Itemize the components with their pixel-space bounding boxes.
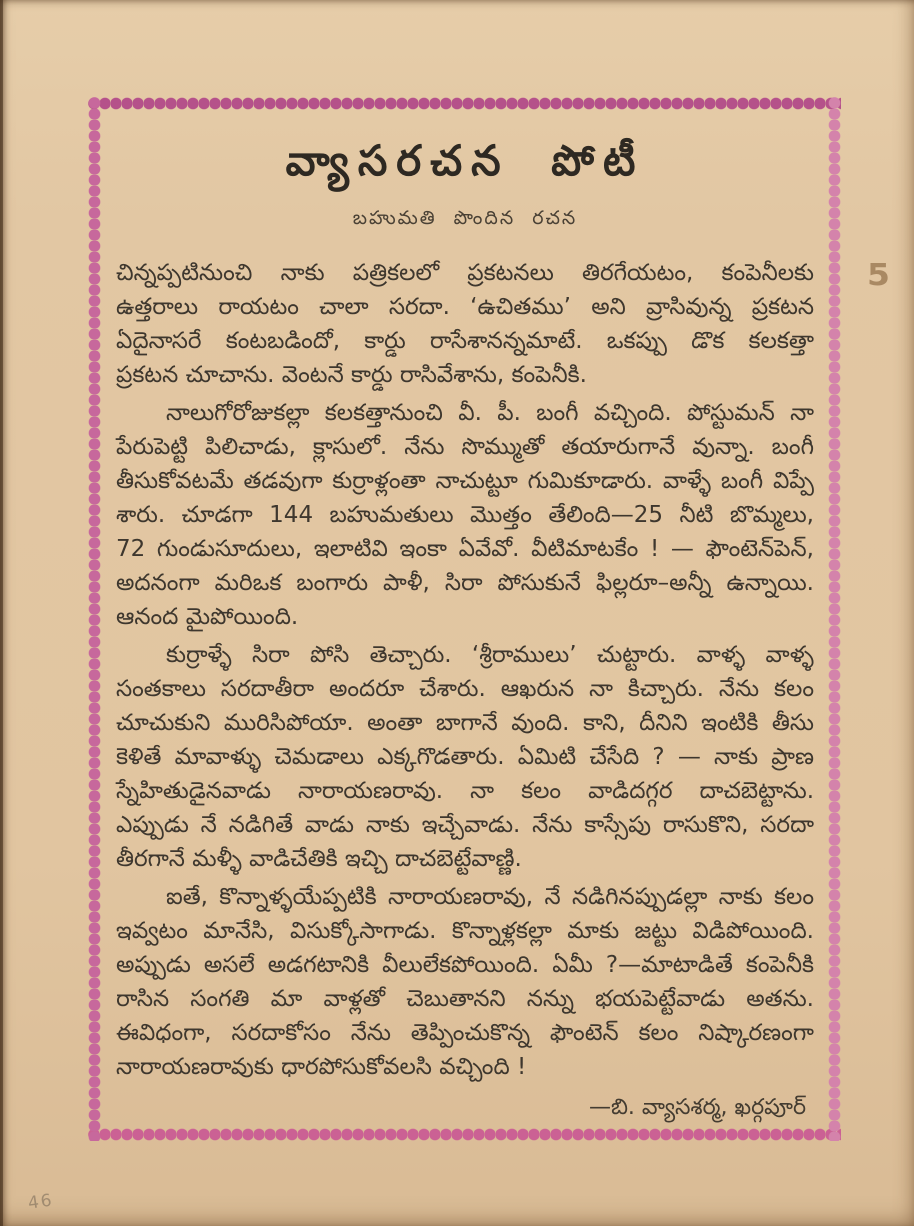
text-line: నారాయణరావుకు ధారపోసుకోవలసి వచ్చింది ! bbox=[116, 1054, 527, 1080]
story-text bbox=[116, 256, 814, 1084]
text-line: స్నేహితుడైనవాడు నారాయణరావు. నా కలం వాడిదగ్గర దాచబెట్టాను. bbox=[116, 778, 814, 804]
text-line: 72 గుండుసూదులు, ఇలాటివి ఇంకా ఏవేవో. వీటిమాటకేం ! — ఫౌంటెన్‌పెన్, bbox=[116, 536, 814, 562]
pencil-mark: 46 bbox=[26, 1190, 55, 1214]
text-line: సంతకాలు సరదాతీరా అందరూ చేశారు. ఆఖరున నా కిచ్చారు. నేను కలం bbox=[116, 676, 814, 702]
page-subtitle: బహుమతి పొందిన రచన bbox=[352, 207, 578, 229]
text-line: పేరుపెట్టి పిలిచాడు, క్లాసులో. నేను సొమ్ముతో తయారుగానే వున్నా. బంగీ bbox=[116, 434, 814, 460]
page-title: వ్యాసరచన పోటీ bbox=[285, 136, 645, 185]
author-signature: —బి. వ్యాసశర్మ, ఖర్గపూర్ bbox=[588, 1095, 806, 1120]
text-line: ఆనంద మైపోయింది. bbox=[116, 604, 299, 630]
text-line: ప్రకటన చూచాను. వెంటనే కార్డు రాసివేశాను, కంపెనీకి. bbox=[116, 362, 587, 388]
story-paragraph bbox=[116, 396, 814, 634]
text-line: కెళితే మావాళ్ళు చెమడాలు ఎక్కగొడతారు. ఏమిటి చేసేది ? — నాకు ప్రాణ bbox=[116, 744, 814, 770]
page-left-edge-shadow bbox=[0, 0, 3, 1226]
text-line: ఈవిధంగా, సరదాకోసం నేను తెప్పించుకొన్న ఫౌంటెన్ కలం నిష్కారణంగా bbox=[116, 1020, 814, 1046]
text-line: తీరగానే మళ్ళీ వాడిచేతికి ఇచ్చి దాచబెట్టేవాణ్ణి. bbox=[116, 846, 522, 872]
text-line: చూచుకుని మురిసిపోయా. అంతా బాగానే వుంది. కాని, దీనిని ఇంటికి తీసు bbox=[116, 710, 814, 736]
text-line: కుర్రాళ్ళే సిరా పోసి తెచ్చారు. ‘శ్రీరాములు’ చుట్టారు. వాళ్ళ వాళ్ళ bbox=[166, 642, 814, 668]
margin-page-number: 5 bbox=[866, 258, 890, 293]
text-line: ఇవ్వటం మానేసి, విసుక్కోసాగాడు. కొన్నాళ్లకల్లా మాకు జట్టు విడిపోయింది. bbox=[116, 918, 814, 944]
frame-border-left bbox=[88, 97, 101, 1141]
story-paragraph bbox=[116, 256, 814, 392]
frame-border-bottom bbox=[88, 1128, 841, 1141]
text-line: చిన్నప్పటినుంచి నాకు పత్రికలలో ప్రకటనలు తిరగేయటం, కంపెనీలకు bbox=[116, 260, 814, 286]
text-line: ఉత్తరాలు రాయటం చాలా సరదా. ‘ఉచితము’ అని వ్రాసివున్న ప్రకటన bbox=[116, 294, 814, 320]
text-line: తీసుకోవటమే తడవుగా కుర్రాళ్లంతా నాచుట్టూ గుమికూడారు. వాళ్ళే బంగీ విప్పే bbox=[116, 468, 814, 494]
text-line: ఐతే, కొన్నాళ్ళయేప్పటికి నారాయణరావు, నే నడిగినప్పుడల్లా నాకు కలం bbox=[166, 884, 814, 910]
text-line: ఎప్పుడు నే నడిగితే వాడు నాకు ఇచ్చేవాడు. నేను కాస్సేపు రాసుకొని, సరదా bbox=[116, 812, 814, 838]
frame-border-right bbox=[828, 97, 841, 1141]
story-paragraph bbox=[116, 880, 814, 1084]
text-line: రాసిన సంగతి మా వాళ్లతో చెబుతానని నన్ను భయపెట్టేవాడు అతను. bbox=[116, 986, 814, 1012]
story-paragraph bbox=[116, 638, 814, 876]
text-line: అదనంగా మరిఒక బంగారు పాళీ, సిరా పోసుకునే ఫిల్లరూ–అన్నీ ఉన్నాయి. bbox=[116, 570, 814, 596]
text-line: ఏదైనాసరే కంటబడిందో, కార్డు రాసేశానన్నమాటే. ఒకప్పు డొక కలకత్తా bbox=[116, 328, 814, 354]
text-line: శారు. చూడగా 144 బహుమతులు మొత్తం తేలింది—25 నీటి బొమ్మలు, bbox=[116, 502, 814, 528]
text-line: నాలుగోరోజుకల్లా కలకత్తానుంచి వీ. పీ. బంగీ వచ్చింది. పోస్టుమన్ నా bbox=[166, 400, 814, 426]
text-line: అప్పుడు అసలే అడగటానికి వీలులేకపోయింది. ఏమీ ?—మాటాడితే కంపెనీకి bbox=[116, 952, 814, 978]
page-content bbox=[101, 110, 828, 1128]
frame-border-top bbox=[88, 97, 841, 110]
